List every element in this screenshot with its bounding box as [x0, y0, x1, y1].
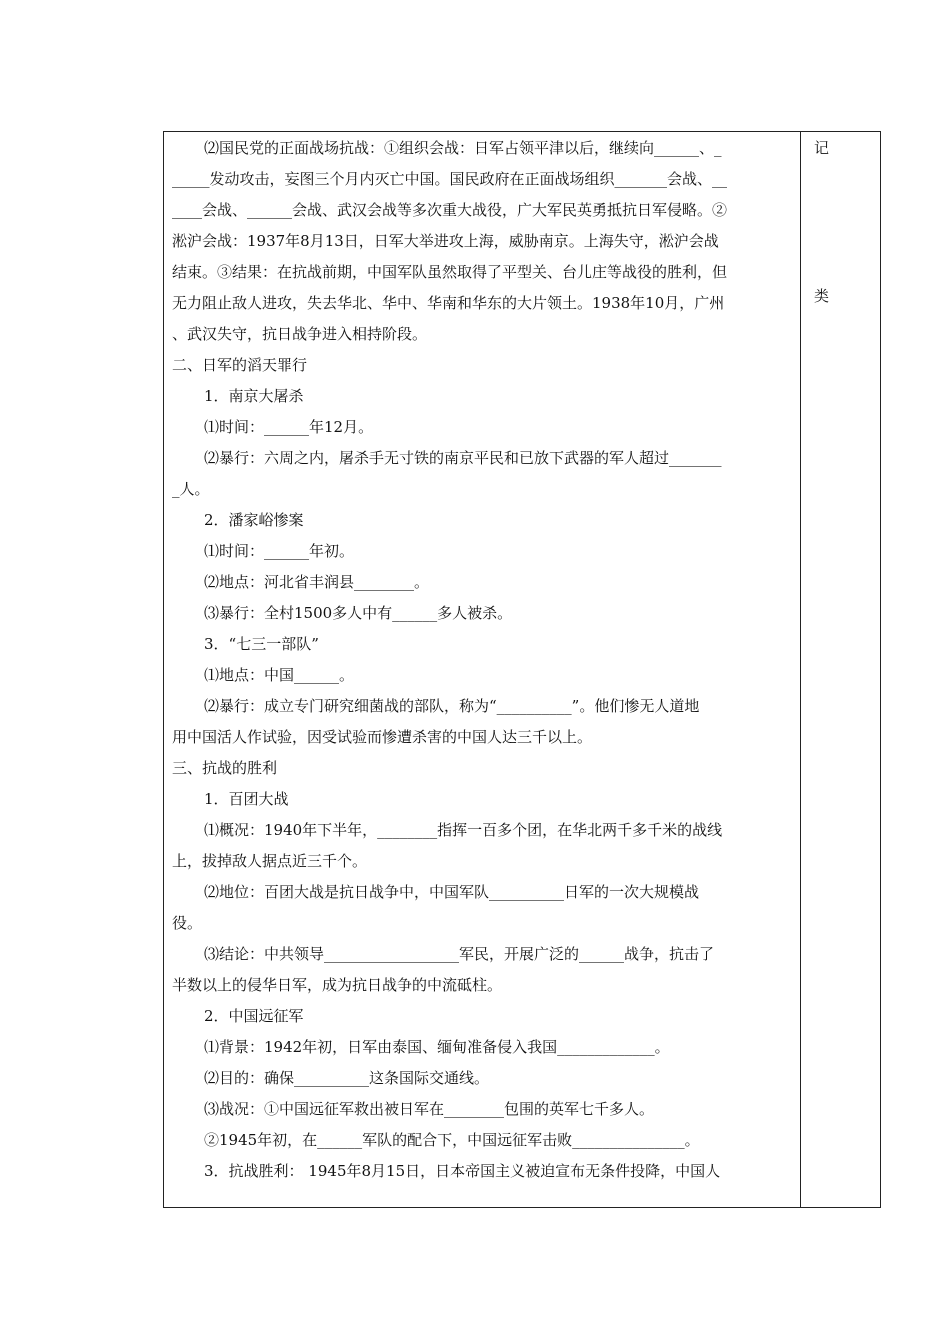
text-line: 役。	[172, 914, 203, 932]
text-line: 半数以上的侵华日军，成为抗日战争的中流砥柱。	[172, 976, 503, 994]
text-line: 2．中国远征军	[204, 1007, 304, 1025]
text-line: 淞沪会战：1937年8月13日，日军大举进攻上海，威胁南京。上海失守，淞沪会战	[172, 232, 719, 250]
text-line: 1．南京大屠杀	[204, 387, 304, 405]
text-line: ⑶战况：①中国远征军救出被日军在________包围的英军七千多人。	[204, 1100, 655, 1118]
text-line: 用中国活人作试验，因受试验而惨遭杀害的中国人达三千以上。	[172, 728, 593, 746]
main-content-cell	[172, 133, 796, 1205]
text-line: ⑴时间：______年12月。	[204, 418, 374, 436]
text-line: _____发动攻击，妄图三个月内灭亡中国。国民政府在正面战场组织_______会战、__	[172, 170, 728, 188]
text-line: ⑵暴行：六周之内，屠杀手无寸铁的南京平民和已放下武器的军人超过_______	[204, 449, 722, 467]
text-line: ⑶结论：中共领导__________________军民，开展广泛的______战争，抗击了	[204, 945, 715, 963]
text-line: ⑵国民党的正面战场抗战：①组织会战：日军占领平津以后，继续向______、_	[204, 139, 722, 157]
text-line: ②1945年初，在______军队的配合下，中国远征军击败_______________。	[204, 1131, 700, 1149]
text-line: ⑴地点：中国______。	[204, 666, 355, 684]
text-line: ⑴时间：______年初。	[204, 542, 355, 560]
text-line: _人。	[172, 480, 210, 498]
text-line: 二、日军的滔天罪行	[172, 356, 308, 374]
text-line: 2．潘家峪惨案	[204, 511, 304, 529]
text-line: 3．抗战胜利： 1945年8月15日，日本帝国主义被迫宣布无条件投降，中国人	[204, 1162, 721, 1180]
text-line: ⑴概况：1940年下半年，________指挥一百多个团，在华北两千多千米的战线	[204, 821, 723, 839]
column-divider	[800, 131, 801, 1208]
text-line: ⑵地位：百团大战是抗日战争中，中国军队__________日军的一次大规模战	[204, 883, 700, 901]
text-line: 、武汉失守，抗日战争进入相持阶段。	[172, 325, 428, 343]
text-line: 结束。③结果：在抗战前期，中国军队虽然取得了平型关、台儿庄等战役的胜利，但	[172, 263, 728, 281]
text-line: 无力阻止敌人进攻，失去华北、华中、华南和华东的大片领土。1938年10月，广州	[172, 294, 725, 312]
text-line: ⑶暴行：全村1500多人中有______多人被杀。	[204, 604, 513, 622]
text-line: 上，拔掉敌人据点近三千个。	[172, 852, 368, 870]
text-line: ⑵地点：河北省丰润县________。	[204, 573, 430, 591]
side-label-lei: 类	[814, 287, 830, 305]
text-line: 1．百团大战	[204, 790, 289, 808]
text-line: ⑴背景：1942年初，日军由泰国、缅甸准备侵入我国_____________。	[204, 1038, 670, 1056]
text-line: 三、抗战的胜利	[172, 759, 278, 777]
text-line: ____会战、______会战、武汉会战等多次重大战役，广大军民英勇抵抗日军侵略。②	[172, 201, 728, 219]
text-line: 3．“七三一部队”	[204, 635, 319, 653]
side-label-ji: 记	[814, 139, 830, 157]
text-line: ⑵目的：确保__________这条国际交通线。	[204, 1069, 490, 1087]
text-line: ⑵暴行：成立专门研究细菌战的部队，称为“__________”。他们惨无人道地	[204, 697, 700, 715]
